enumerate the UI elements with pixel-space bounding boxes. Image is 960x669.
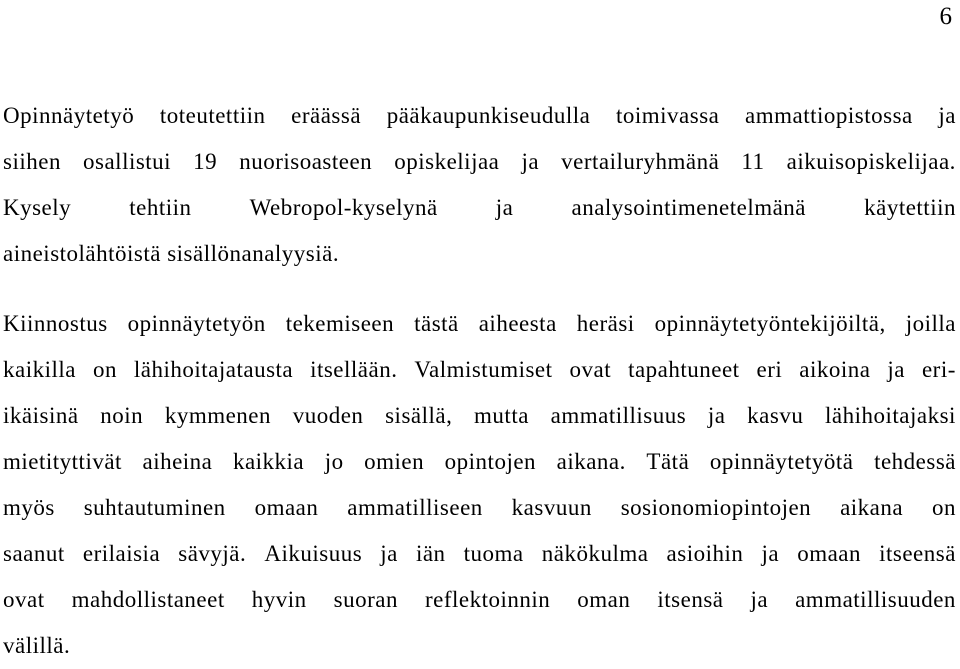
text-line: ovat mahdollistaneet hyvin suoran reflektoinnin oman itsensä ja ammatillisuuden bbox=[3, 587, 956, 612]
text-line: aineistolähtöistä sisällönanalyysiä. bbox=[3, 241, 340, 266]
paragraph-motivation bbox=[3, 301, 956, 669]
page-number: 6 bbox=[939, 3, 952, 30]
text-line: siihen osallistui 19 nuorisoasteen opiskelijaa ja vertailuryhmänä 11 aikuisopiskelijaa. bbox=[3, 149, 956, 174]
text-line: myös suhtautuminen omaan ammatilliseen kasvuun sosionomiopintojen aikana on bbox=[3, 495, 956, 520]
text-line: saanut erilaisia sävyjä. Aikuisuus ja iän tuoma näkökulma asioihin ja omaan itseensä bbox=[3, 541, 956, 566]
text-line: ikäisinä noin kymmenen vuoden sisällä, mutta ammatillisuus ja kasvu lähihoitajaksi bbox=[3, 403, 956, 428]
text-line: Kysely tehtiin Webropol-kyselynä ja analysointimenetelmänä käytettiin bbox=[3, 195, 956, 220]
text-line: välillä. bbox=[3, 633, 71, 658]
text-line: Kiinnostus opinnäytetyön tekemiseen tästä aiheesta heräsi opinnäytetyöntekijöiltä, joilla bbox=[3, 311, 956, 336]
paragraph-study-description bbox=[3, 93, 956, 277]
text-line: kaikilla on lähihoitajatausta itsellään. Valmistumiset ovat tapahtuneet eri aikoina ja eri- bbox=[3, 357, 956, 382]
text-line: Opinnäytetyö toteutettiin eräässä pääkaupunkiseudulla toimivassa ammattiopistossa ja bbox=[3, 103, 956, 128]
text-line: mietityttivät aiheina kaikkia jo omien opintojen aikana. Tätä opinnäytetyötä tehdessä bbox=[3, 449, 956, 474]
